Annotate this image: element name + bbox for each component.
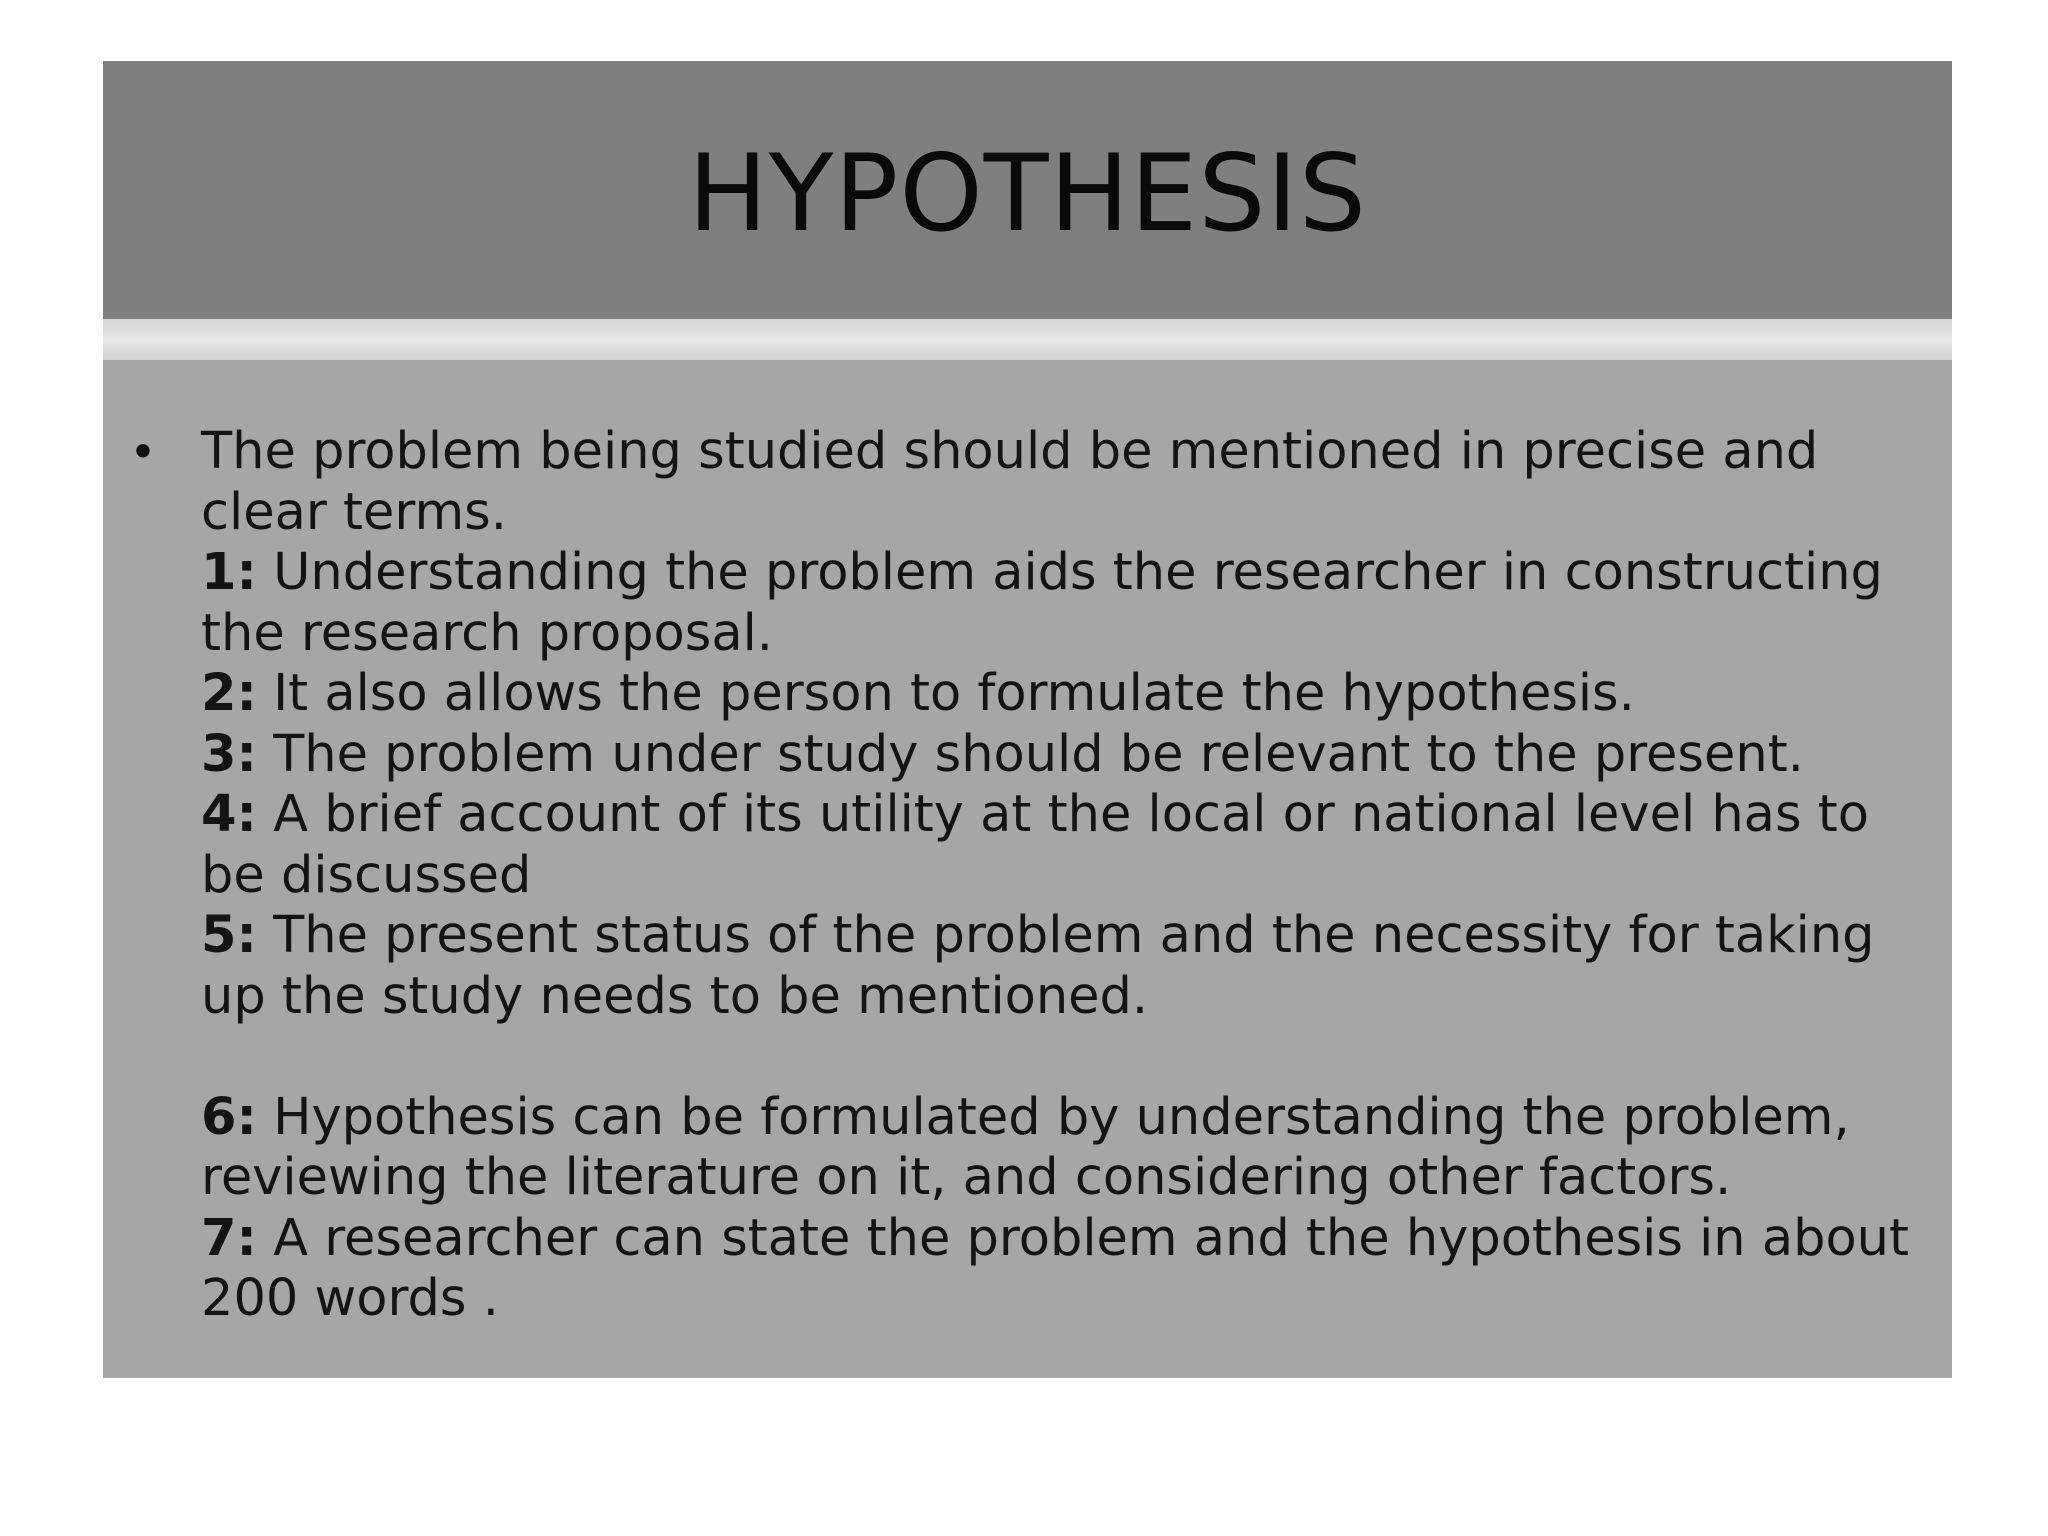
text-line: 5: The present status of the problem and the necessity for taking [201,906,1875,965]
text-line: 6: Hypothesis can be formulated by understanding the problem, [201,1087,1850,1147]
text-line: 7: A researcher can state the problem and the hypothesis in about [201,1208,1909,1268]
text-line: the research proposal. [201,603,773,663]
text-line: 200 words . [201,1269,499,1328]
text-line: 3: The problem under study should be relevant to the present. [201,724,1804,784]
bullet-text [201,422,1941,1330]
text-line: reviewing the literature on it, and considering other factors. [201,1148,1732,1207]
slide-content [103,360,1952,1378]
bullet-icon: • [129,425,157,479]
slide [103,61,1952,1378]
text-line: up the study needs to be mentioned. [201,966,1149,1026]
slide-title: HYPOTHESIS [687,132,1368,255]
text-line: The problem being studied should be mentioned in precise and [201,422,1819,481]
title-separator [103,319,1952,360]
text-line: clear terms. [201,482,507,542]
text-line: 4: A brief account of its utility at the local or national level has to [201,785,1869,844]
text-line: 2: It also allows the person to formulate the hypothesis. [201,664,1635,723]
text-line: 1: Understanding the problem aids the researcher in constructing [201,543,1883,602]
title-bar [103,61,1952,319]
text-line: be discussed [201,845,532,905]
blank-line [201,1027,1941,1088]
